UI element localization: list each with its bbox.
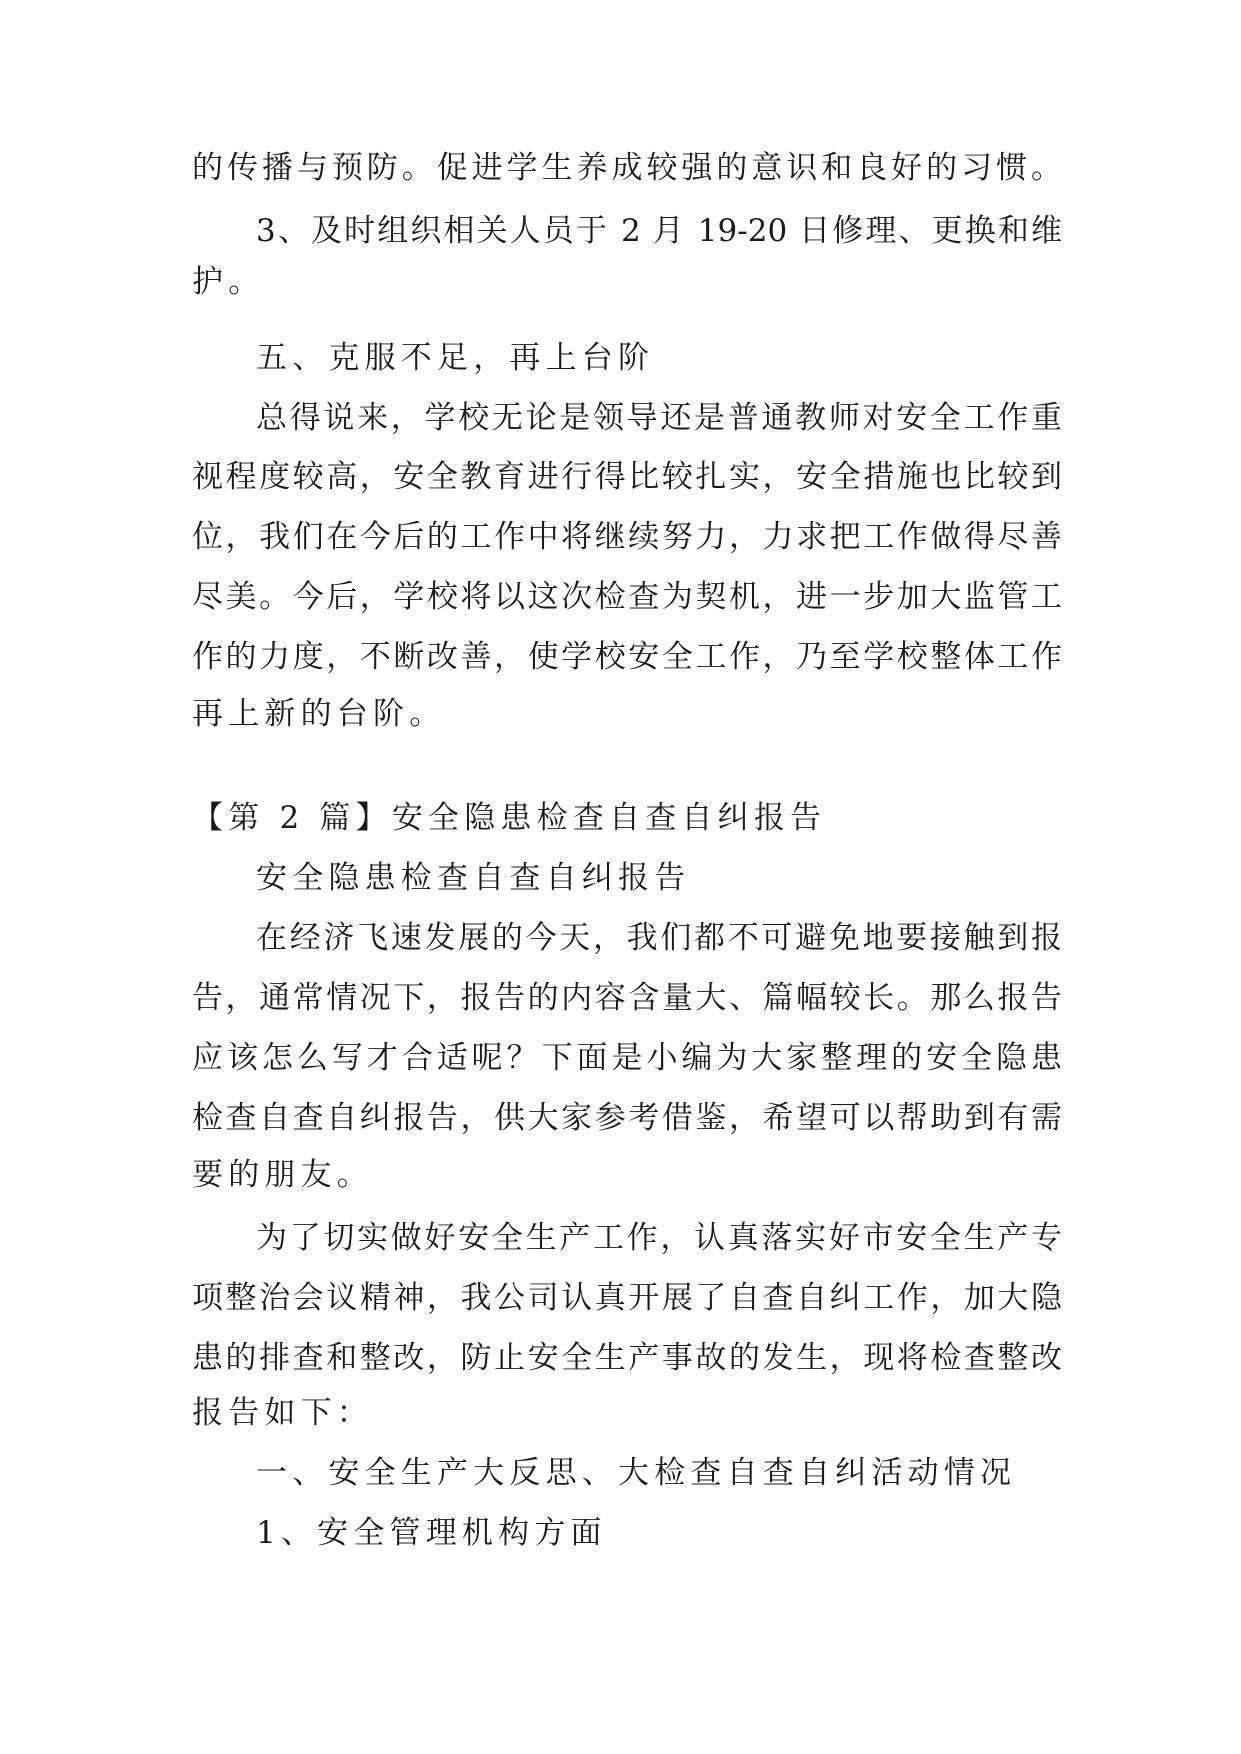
text-line: 总得说来，学校无论是领导还是普通教师对安全工作重 (256, 400, 1062, 436)
text-line: 作的力度，不断改善，使学校安全工作，乃至学校整体工作 (192, 639, 1062, 675)
text-line: 报告如下： (192, 1395, 373, 1431)
text-line: 告，通常情况下，报告的内容含量大、篇幅较长。那么报告 (192, 980, 1062, 1016)
text-line: 护。 (192, 264, 265, 300)
subsection-heading: 1、安全管理机构方面 (256, 1515, 607, 1551)
article-heading: 【第 2 篇】安全隐患检查自查自纠报告 (192, 800, 827, 836)
text-line: 再上新的台阶。 (192, 696, 446, 732)
text-line: 3、及时组织相关人员于 2 月 19-20 日修理、更换和维 (256, 213, 1062, 249)
article-title: 安全隐患检查自查自纠报告 (256, 860, 691, 896)
text-line: 视程度较高，安全教育进行得比较扎实，安全措施也比较到 (192, 459, 1062, 495)
text-line: 检查自查自纠报告，供大家参考借鉴，希望可以帮助到有需 (192, 1100, 1062, 1136)
text-line: 位，我们在今后的工作中将继续努力，力求把工作做得尽善 (192, 519, 1062, 555)
text-line: 患的排查和整改，防止安全生产事故的发生，现将检查整改 (192, 1340, 1062, 1376)
section-heading: 一、安全生产大反思、大检查自查自纠活动情况 (256, 1455, 1017, 1491)
section-heading: 五、克服不足，再上台阶 (256, 340, 655, 376)
text-line: 在经济飞速发展的今天，我们都不可避免地要接触到报 (256, 920, 1062, 956)
text-line: 的传播与预防。促进学生养成较强的意识和良好的习惯。 (192, 150, 1062, 186)
text-line: 为了切实做好安全生产工作，认真落实好市安全生产专 (256, 1220, 1062, 1256)
text-line: 要的朋友。 (192, 1157, 373, 1193)
text-line: 尽美。今后，学校将以这次检查为契机，进一步加大监管工 (192, 579, 1062, 615)
text-line: 应该怎么写才合适呢？下面是小编为大家整理的安全隐患 (192, 1040, 1062, 1076)
text-line: 项整治会议精神，我公司认真开展了自查自纠工作，加大隐 (192, 1280, 1062, 1316)
